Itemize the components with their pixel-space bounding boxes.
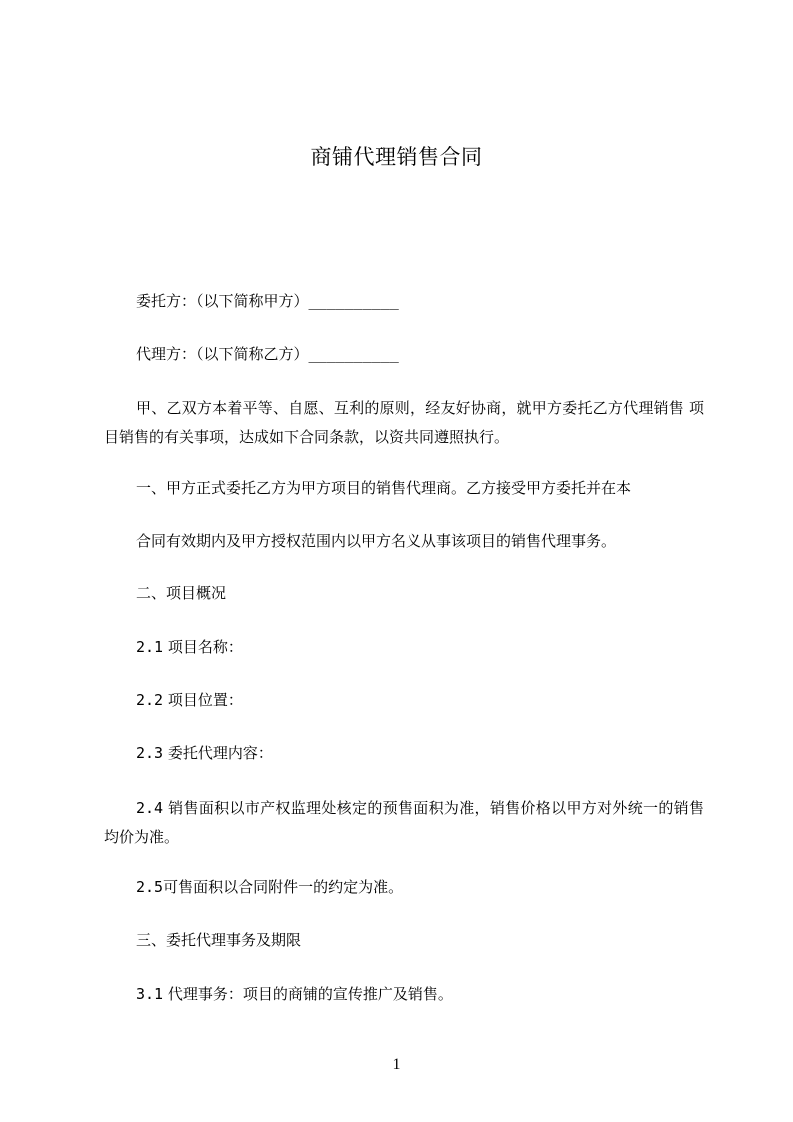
- agent-line: [136, 343, 399, 365]
- principal-line: [136, 290, 399, 312]
- item-2-4: [104, 794, 704, 852]
- preamble-paragraph: 甲、乙双方本着平等、自愿、互利的原则，经友好协商，就甲方委托乙方代理销售 项目销售的有关事项，达成如下合同条款，以资共同遵照执行。: [104, 399, 704, 446]
- section-3-heading: 三、委托代理事务及期限: [136, 931, 302, 949]
- item-3-1: [136, 983, 453, 1005]
- item-2-4-text: 销售面积以市产权监理处核定的预售面积为准，销售价格以甲方对外统一的销售均价为准。: [104, 799, 704, 846]
- agent-label: 代理方：: [136, 345, 197, 363]
- item-2-5-text: 可售面积以合同附件一的约定为准。: [163, 878, 404, 896]
- item-2-1-number: 2.1: [136, 638, 164, 656]
- item-2-3-number: 2.3: [136, 744, 164, 762]
- agent-blank: __________: [308, 345, 399, 363]
- principal-note: （以下简称甲方）: [196, 292, 309, 310]
- section-2-heading: 二、项目概况: [136, 584, 227, 602]
- principal-label: 委托方：: [136, 292, 197, 310]
- item-2-1: [136, 636, 243, 658]
- agent-note: （以下简称乙方）: [196, 345, 309, 363]
- principal-blank: __________: [308, 292, 399, 310]
- page-number: 1: [392, 1056, 401, 1073]
- item-2-2-text: 项目位置：: [163, 691, 243, 709]
- document-title: 商铺代理销售合同: [310, 145, 483, 169]
- item-2-3: [136, 742, 273, 764]
- item-2-1-text: 项目名称：: [163, 638, 243, 656]
- item-3-1-number: 3.1: [136, 985, 164, 1003]
- item-2-4-number: 2.4: [136, 799, 164, 817]
- item-2-2-number: 2.2: [136, 691, 164, 709]
- item-3-1-text: 代理事务：项目的商铺的宣传推广及销售。: [163, 985, 453, 1003]
- item-2-3-text: 委托代理内容：: [163, 744, 273, 762]
- clause-1-line-1: 一、甲方正式委托乙方为甲方项目的销售代理商。乙方接受甲方委托并在本: [136, 479, 632, 497]
- clause-1-line-2: 合同有效期内及甲方授权范围内以甲方名义从事该项目的销售代理事务。: [136, 532, 617, 550]
- item-2-5-number: 2.5: [136, 878, 164, 896]
- item-2-5: [136, 876, 403, 898]
- item-2-2: [136, 689, 243, 711]
